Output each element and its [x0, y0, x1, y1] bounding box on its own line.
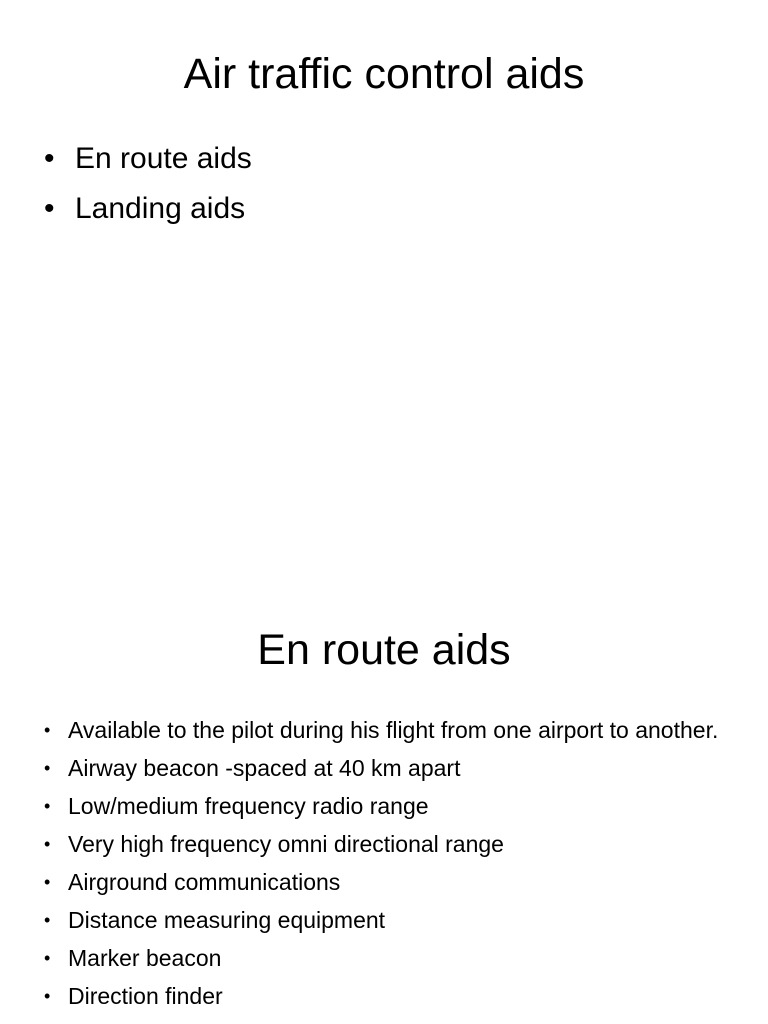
bullet-item: [44, 904, 734, 936]
bullet-text: Distance measuring equipment: [68, 907, 386, 933]
bullet-icon: •: [44, 142, 55, 175]
bullet-item: [44, 942, 734, 974]
bullet-text: Landing aids: [75, 192, 246, 225]
bullet-item: [44, 980, 734, 1012]
bullet-text: Very high frequency omni directional range: [68, 831, 504, 857]
bullet-icon: •: [44, 758, 51, 778]
bullet-icon: •: [44, 986, 51, 1006]
bullet-item: [44, 714, 734, 746]
bullet-icon: •: [44, 872, 51, 892]
bullet-text: Airway beacon -spaced at 40 km apart: [68, 755, 461, 781]
bullet-icon: •: [44, 192, 55, 225]
bullet-item: [44, 866, 734, 898]
slide-title: Air traffic control aids: [183, 50, 585, 98]
bullet-text: Direction finder: [68, 983, 223, 1009]
bullet-item: [44, 140, 744, 178]
bullet-text: En route aids: [75, 142, 252, 175]
bullet-list: [44, 140, 744, 240]
slide-en-route-aids: [0, 576, 768, 1024]
bullet-icon: •: [44, 948, 51, 968]
bullet-item: [44, 790, 734, 822]
bullet-text: Airground communications: [68, 869, 341, 895]
bullet-item: [44, 190, 744, 228]
bullet-item: [44, 828, 734, 860]
bullet-text: Low/medium frequency radio range: [68, 793, 429, 819]
bullet-list: [44, 714, 734, 1018]
bullet-icon: •: [44, 796, 51, 816]
bullet-text: Available to the pilot during his flight from one airport to another.: [68, 717, 719, 743]
bullet-text: Marker beacon: [68, 945, 222, 971]
bullet-icon: •: [44, 910, 51, 930]
slide-title: En route aids: [257, 626, 511, 674]
bullet-icon: •: [44, 834, 51, 854]
bullet-icon: •: [44, 720, 51, 740]
bullet-item: [44, 752, 734, 784]
